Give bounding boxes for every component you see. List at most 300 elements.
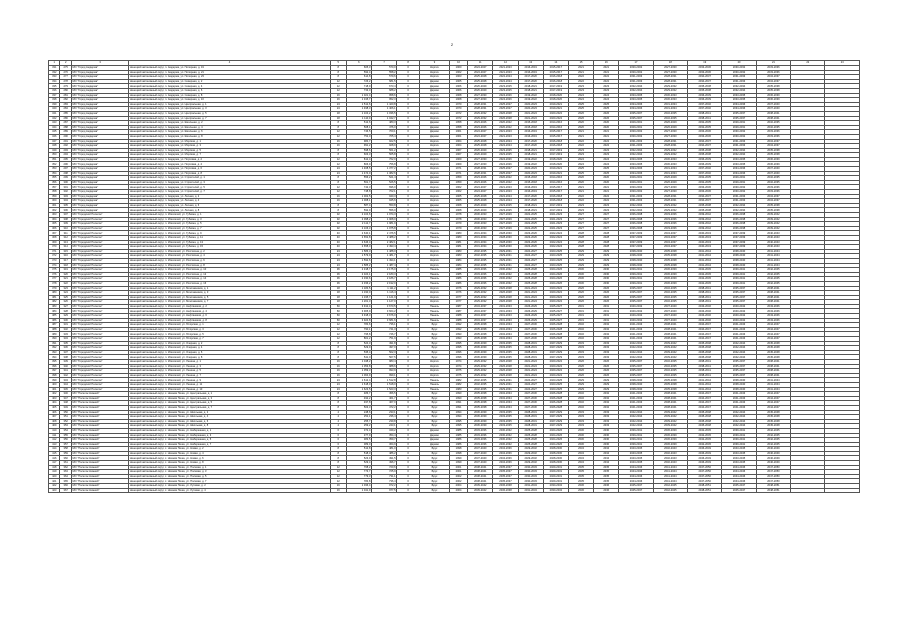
table-cell: 1 585,2 <box>346 263 371 268</box>
table-cell: 2036-2039 <box>653 272 687 277</box>
table-cell: 2030-2032 <box>493 268 518 273</box>
table-cell: 409 <box>49 424 60 429</box>
table-cell: 6 <box>330 433 346 438</box>
table-cell: 2033 <box>568 424 593 429</box>
table-cell: 491,8 <box>371 341 396 346</box>
table-cell: 2 318,7 <box>346 268 371 273</box>
table-cell: 2034-2037 <box>688 139 722 144</box>
table-cell: 411 <box>49 433 60 438</box>
table-cell: МО "Поселок Нижний" <box>71 488 128 493</box>
table-cell: 2036-2039 <box>756 157 790 162</box>
table-cell: Ненецкий автономный округ, с. Нижняя Пеша, ул. Набережная, д. 3 <box>129 433 331 438</box>
table-cell: 363 <box>60 470 71 475</box>
table-cell: 1 036,4 <box>346 484 371 489</box>
table-cell: 2034-2037 <box>756 75 790 80</box>
table-cell: 2041-2044 <box>756 382 790 387</box>
table-cell: 239,8 <box>371 419 396 424</box>
table-cell: 2021-2024 <box>518 291 543 296</box>
table-cell: 2038-2041 <box>756 295 790 300</box>
table-cell: 2027-2030 <box>653 70 687 75</box>
table-cell: Кирпич <box>420 157 450 162</box>
table-cell: МО "Городской Поселок" <box>71 327 128 332</box>
table-cell: 2017-2019 <box>543 84 568 89</box>
table-cell: 3 670,5 <box>371 304 396 309</box>
table-cell: МО "Городской Поселок" <box>71 346 128 351</box>
table-cell: 0 <box>397 360 420 365</box>
table-cell: 2033-2036 <box>688 185 722 190</box>
column-header: 18 <box>653 61 687 66</box>
table-cell: Панель <box>420 222 450 227</box>
table-cell: МО "Городской Поселок" <box>71 350 128 355</box>
table-cell: Ненецкий автономный округ, п. Амдерма, ул. Строителей, д. 7 <box>129 190 331 195</box>
table-cell: 2041-2043 <box>619 332 653 337</box>
table-cell: 2038-2041 <box>653 337 687 342</box>
table-cell: 334 <box>60 337 71 342</box>
table-cell: 16 <box>330 360 346 365</box>
table-cell: 352 <box>60 419 71 424</box>
table-cell: 2024-2026 <box>493 162 518 167</box>
table-cell: 416 <box>49 456 60 461</box>
table-cell: 2019-2022 <box>518 98 543 103</box>
table-cell: 2029-2032 <box>468 111 493 116</box>
table-cell: 2033-2036 <box>688 190 722 195</box>
table-cell: 2042-2045 <box>688 438 722 443</box>
table-cell: 2020-2022 <box>493 121 518 126</box>
table-cell: 3 905,9 <box>346 309 371 314</box>
table-cell: 2025-2028 <box>468 199 493 204</box>
table-cell: 2031-2033 <box>493 314 518 319</box>
table-cell: 344 <box>49 125 60 130</box>
table-cell: 2037-2039 <box>722 245 756 250</box>
table-cell: 336 <box>49 88 60 93</box>
table-cell: 2041-2044 <box>688 378 722 383</box>
table-cell: МО "Городской Поселок" <box>71 249 128 254</box>
table-cell: 2026 <box>594 116 619 121</box>
table-cell: 472,2 <box>371 405 396 410</box>
table-cell: 1968 <box>449 98 467 103</box>
table-cell: 2036-2039 <box>468 424 493 429</box>
table-cell: 2028 <box>594 235 619 240</box>
table-cell: 277 <box>60 75 71 80</box>
table-cell: 2045-2048 <box>688 341 722 346</box>
table-cell: Ненецкий автономный округ, п. Искателей, ул. Россихина, д. 4 <box>129 254 331 259</box>
table-cell: 325 <box>60 295 71 300</box>
table-cell: 304 <box>60 199 71 204</box>
table-cell: 2028-2030 <box>493 231 518 236</box>
table-cell: 2022-2024 <box>493 144 518 149</box>
table-cell: 2022 <box>594 194 619 199</box>
table-cell: Ненецкий автономный округ, п. Амдерма, ул. Центральная, д. 5 <box>129 111 331 116</box>
table-cell: 2023-2026 <box>468 176 493 181</box>
table-cell: 2020-2023 <box>518 107 543 112</box>
table-cell: 2022-2024 <box>543 245 568 250</box>
table-cell: 292 <box>60 144 71 149</box>
table-cell: Брус <box>420 461 450 466</box>
table-cell: 1970 <box>449 107 467 112</box>
table-cell: 2032 <box>568 396 593 401</box>
table-cell: 2040-2042 <box>619 318 653 323</box>
table-cell: 2038-2041 <box>468 474 493 479</box>
table-cell: 2034-2036 <box>619 102 653 107</box>
column-header: 9 <box>420 61 450 66</box>
table-cell: 1977 <box>449 300 467 305</box>
table-cell: 395 <box>49 360 60 365</box>
table-cell: 2020-2022 <box>493 176 518 181</box>
table-cell: 8 <box>330 208 346 213</box>
table-cell: 1961 <box>449 134 467 139</box>
table-cell: 2029 <box>594 378 619 383</box>
table-cell: 397 <box>49 369 60 374</box>
table-cell: 353 <box>49 167 60 172</box>
table-cell: 423 <box>49 488 60 493</box>
table-cell: 2 104,6 <box>346 213 371 218</box>
table-cell: 2035-2037 <box>619 369 653 374</box>
table-cell: 2036-2039 <box>653 438 687 443</box>
table-cell: 2045-2048 <box>756 355 790 360</box>
table-cell: 2037-2040 <box>756 171 790 176</box>
table-cell: Ненецкий автономный округ, п. Амдерма, ул. Северная, д. 2 <box>129 79 331 84</box>
table-cell: Ненецкий автономный округ, с. Нижняя Пеша, ул. Полевая, д. 3 <box>129 470 331 475</box>
table-cell: 1981 <box>449 240 467 245</box>
table-cell: Кирпич <box>420 194 450 199</box>
table-cell: 0 <box>397 125 420 130</box>
table-cell: 2033-2036 <box>468 281 493 286</box>
table-cell: 0 <box>397 134 420 139</box>
table-cell: Кирпич <box>420 167 450 172</box>
table-cell: 2024-2027 <box>468 134 493 139</box>
table-cell: 2023 <box>594 153 619 158</box>
table-cell: 2024-2027 <box>518 249 543 254</box>
table-cell: 556,2 <box>346 176 371 181</box>
table-cell: 2 106,3 <box>346 226 371 231</box>
table-cell: Ненецкий автономный округ, п. Амдерма, ул. Центральная, д. 7 <box>129 116 331 121</box>
table-cell: МО "Поселок Нижний" <box>71 438 128 443</box>
table-cell: 2026-2029 <box>468 203 493 208</box>
table-cell: Ненецкий автономный округ, п. Амдерма, ул. Северная, д. 6 <box>129 88 331 93</box>
table-cell: 8 <box>330 75 346 80</box>
table-cell: 36 <box>330 268 346 273</box>
table-cell: 2019-2022 <box>518 157 543 162</box>
table-cell: 0 <box>397 323 420 328</box>
table-cell: 1 021,4 <box>346 93 371 98</box>
table-cell: 2033-2036 <box>468 277 493 282</box>
table-cell: 993,9 <box>371 369 396 374</box>
table-cell: 12 <box>330 162 346 167</box>
table-cell: 2033-2036 <box>468 442 493 447</box>
table-cell: Брус <box>420 355 450 360</box>
table-cell: МО "Городской Поселок" <box>71 364 128 369</box>
table-cell: 2025-2028 <box>468 75 493 80</box>
table-cell: 2021-2024 <box>518 286 543 291</box>
table-cell: 363 <box>49 213 60 218</box>
table-cell: 294 <box>60 153 71 158</box>
table-cell: 346 <box>49 134 60 139</box>
table-cell: 2027 <box>568 222 593 227</box>
table-cell: 2037-2040 <box>688 167 722 172</box>
table-cell: 2029-2031 <box>543 465 568 470</box>
table-cell: 348 <box>60 401 71 406</box>
table-cell: МО "Город Амдерма" <box>71 70 128 75</box>
table-cell: 362 <box>60 465 71 470</box>
table-cell: 8 <box>330 447 346 452</box>
table-cell: 0 <box>397 116 420 121</box>
table-cell: 2022 <box>568 139 593 144</box>
table-cell: 2029-2032 <box>468 373 493 378</box>
table-cell: 2042-2044 <box>619 346 653 351</box>
table-cell: 2001 <box>449 470 467 475</box>
table-cell: МО "Городской Поселок" <box>71 231 128 236</box>
table-cell: 2028 <box>594 231 619 236</box>
table-cell: Кирпич <box>420 286 450 291</box>
table-cell: Ненецкий автономный округ, п. Искателей, ул. Россихина, д. 8 <box>129 263 331 268</box>
table-cell: Брус <box>420 392 450 397</box>
table-cell: 2041-2044 <box>688 258 722 263</box>
table-cell: 2030-2032 <box>722 70 756 75</box>
table-cell: 2034-2037 <box>756 139 790 144</box>
table-cell: 2022 <box>568 199 593 204</box>
table-cell: 1979 <box>449 222 467 227</box>
table-cell: 355 <box>60 433 71 438</box>
table-cell: 2040-2042 <box>619 314 653 319</box>
table-cell: 16 <box>330 194 346 199</box>
table-cell: МО "Поселок Нижний" <box>71 419 128 424</box>
table-cell: 2029-2031 <box>493 382 518 387</box>
column-header: 2 <box>60 61 71 66</box>
table-cell: 398 <box>49 373 60 378</box>
table-cell: 0 <box>397 369 420 374</box>
column-header: 13 <box>518 61 543 66</box>
table-cell: 310 <box>60 226 71 231</box>
table-cell: 2031-2034 <box>468 245 493 250</box>
table-cell: 2032-2034 <box>619 153 653 158</box>
table-cell: 2037-2039 <box>722 240 756 245</box>
table-cell: 2044-2047 <box>756 323 790 328</box>
table-cell: 2 640,1 <box>346 231 371 236</box>
table-cell: 2025 <box>568 102 593 107</box>
table-cell: МО "Городской Поселок" <box>71 222 128 227</box>
table-cell: 2023-2025 <box>543 382 568 387</box>
table-cell: 0 <box>397 226 420 231</box>
table-cell: 2032-2034 <box>619 148 653 153</box>
table-cell: 2 192,0 <box>371 281 396 286</box>
table-cell: 24 <box>330 254 346 259</box>
table-cell: 2032-2035 <box>653 286 687 291</box>
table-cell: 2027-2030 <box>653 185 687 190</box>
table-cell: 2016-2018 <box>543 144 568 149</box>
table-cell: 364,9 <box>371 442 396 447</box>
table-cell: МО "Поселок Нижний" <box>71 479 128 484</box>
table-cell: 2022-2024 <box>543 231 568 236</box>
table-cell: 4 <box>330 419 346 424</box>
table-cell: 2041-2044 <box>756 263 790 268</box>
table-cell: 1992 <box>449 323 467 328</box>
table-cell: 2031-2034 <box>653 107 687 112</box>
table-cell: 461,7 <box>371 396 396 401</box>
table-cell: Дерево <box>420 180 450 185</box>
table-cell: МО "Городской Поселок" <box>71 281 128 286</box>
table-cell: 2031 <box>594 318 619 323</box>
table-cell: 1 420,8 <box>371 102 396 107</box>
table-cell: 8 <box>330 180 346 185</box>
table-cell: 2042-2045 <box>756 442 790 447</box>
table-cell: 2015-2017 <box>543 134 568 139</box>
table-cell: 2023-2025 <box>543 387 568 392</box>
table-cell: 24 <box>330 258 346 263</box>
table-cell: Ненецкий автономный округ, с. Нижняя Пеша, ул. Набережная, д. 7 <box>129 442 331 447</box>
table-cell: 2033-2036 <box>468 433 493 438</box>
table-cell: Кирпич <box>420 75 450 80</box>
table-cell: 2034-2036 <box>493 447 518 452</box>
table-cell: 2036-2039 <box>468 355 493 360</box>
table-cell: 2042-2045 <box>756 268 790 273</box>
table-cell: 2038-2041 <box>756 360 790 365</box>
table-cell: 2031-2033 <box>493 309 518 314</box>
table-cell: 2043-2045 <box>722 447 756 452</box>
table-cell: 2032-2035 <box>688 180 722 185</box>
table-cell: 293 <box>60 148 71 153</box>
table-cell: 343 <box>49 121 60 126</box>
table-cell: Дерево <box>420 134 450 139</box>
table-cell: 382 <box>49 300 60 305</box>
table-cell: 1965 <box>449 194 467 199</box>
table-cell: 370 <box>49 245 60 250</box>
table-cell: 2027-2030 <box>653 190 687 195</box>
table-cell: 2039-2042 <box>653 424 687 429</box>
table-cell: 2038-2041 <box>688 111 722 116</box>
table-cell: 2017-2019 <box>543 153 568 158</box>
table-cell: 2035 <box>594 465 619 470</box>
table-cell: 2042-2045 <box>756 281 790 286</box>
table-cell: 333 <box>60 332 71 337</box>
table-cell: 1969 <box>449 162 467 167</box>
table-cell: 2038-2041 <box>653 392 687 397</box>
table-cell: 2029-2031 <box>493 254 518 259</box>
table-cell: 2041-2044 <box>756 249 790 254</box>
table-cell: 1994 <box>449 410 467 415</box>
table-cell: 337 <box>49 93 60 98</box>
table-cell: 360 <box>60 456 71 461</box>
table-cell: МО "Город Амдерма" <box>71 134 128 139</box>
table-cell: 0 <box>397 102 420 107</box>
table-cell: Кирпич <box>420 70 450 75</box>
table-cell: 2029 <box>594 382 619 387</box>
table-cell: 0 <box>397 185 420 190</box>
table-cell: 2027-2029 <box>493 213 518 218</box>
table-cell: 1974 <box>449 360 467 365</box>
table-cell: 2033-2035 <box>493 424 518 429</box>
table-cell: 2036-2038 <box>722 213 756 218</box>
table-cell: 2034 <box>568 451 593 456</box>
table-cell: 2022 <box>568 194 593 199</box>
table-cell: Брус <box>420 474 450 479</box>
table-cell: 2015-2017 <box>543 190 568 195</box>
table-cell: Ненецкий автономный округ, с. Нижняя Пеша, ул. Школьная, д. 2 <box>129 410 331 415</box>
table-cell: 2029-2032 <box>468 291 493 296</box>
table-cell: 1 406,1 <box>371 107 396 112</box>
table-cell: 2033-2036 <box>653 226 687 231</box>
table-cell: 2025-2028 <box>518 428 543 433</box>
table-cell: 2036-2039 <box>653 433 687 438</box>
table-cell: МО "Городской Поселок" <box>71 355 128 360</box>
table-cell: 0 <box>397 148 420 153</box>
table-cell: 2028-2031 <box>518 355 543 360</box>
table-cell: 282 <box>60 98 71 103</box>
table-cell: 314 <box>60 245 71 250</box>
table-cell: 2035-2038 <box>688 88 722 93</box>
table-cell: 2021-2023 <box>543 222 568 227</box>
table-cell: 2047-2050 <box>756 474 790 479</box>
table-cell: 2026-2028 <box>493 286 518 291</box>
table-cell: 60 <box>330 304 346 309</box>
table-cell: Ненецкий автономный округ, п. Амдерма, ул. Портовая, д. 8 <box>129 171 331 176</box>
table-cell: 972,2 <box>371 484 396 489</box>
table-cell: 2027-2029 <box>543 341 568 346</box>
table-cell: МО "Город Амдерма" <box>71 88 128 93</box>
table-cell: 696,0 <box>371 185 396 190</box>
table-cell: Брус <box>420 479 450 484</box>
table-cell: 1 523,3 <box>371 387 396 392</box>
table-cell: 2033-2035 <box>493 410 518 415</box>
table-cell: 2034-2036 <box>619 167 653 172</box>
table-cell: МО "Городской Поселок" <box>71 217 128 222</box>
table-cell: 2035-2037 <box>619 364 653 369</box>
table-cell: 2041-2043 <box>722 392 756 397</box>
table-cell: 2038-2041 <box>756 373 790 378</box>
table-cell: 1 002,5 <box>346 194 371 199</box>
table-cell: 2040-2042 <box>722 304 756 309</box>
table-cell: 0 <box>397 470 420 475</box>
table-cell: 2041-2043 <box>722 332 756 337</box>
table-cell: 12 <box>330 79 346 84</box>
table-cell: 2030-2033 <box>468 213 493 218</box>
table-cell: 2043-2045 <box>619 447 653 452</box>
table-cell: 2020-2022 <box>543 295 568 300</box>
table-cell: 2033-2035 <box>619 157 653 162</box>
table-cell: 2029-2031 <box>543 479 568 484</box>
table-cell: 335 <box>60 341 71 346</box>
table-cell: 365 <box>49 222 60 227</box>
table-cell: 2020-2022 <box>543 111 568 116</box>
table-cell: 2029-2032 <box>468 116 493 121</box>
table-cell: 2042-2045 <box>756 428 790 433</box>
table-cell: Ненецкий автономный округ, п. Искателей, ул. Нефтяников, д. 6 <box>129 314 331 319</box>
table-cell: 2033 <box>568 415 593 420</box>
table-cell: 2023-2025 <box>543 378 568 383</box>
table-cell: 2032 <box>568 327 593 332</box>
table-cell: 2038-2041 <box>756 300 790 305</box>
table-cell: 2031-2033 <box>722 144 756 149</box>
table-cell: 344 <box>60 382 71 387</box>
table-cell: МО "Город Амдерма" <box>71 93 128 98</box>
table-cell: МО "Поселок Нижний" <box>71 410 128 415</box>
table-cell: МО "Городской Поселок" <box>71 341 128 346</box>
table-cell: 1 468,5 <box>346 167 371 172</box>
table-cell: 2033 <box>594 341 619 346</box>
table-cell: 2032 <box>568 332 593 337</box>
table-cell: 377 <box>49 277 60 282</box>
table-cell: 2028 <box>568 240 593 245</box>
table-cell: 233,1 <box>371 410 396 415</box>
table-cell: Ненецкий автономный округ, с. Нижняя Пеша, ул. Полевая, д. 7 <box>129 479 331 484</box>
table-cell: 404 <box>49 401 60 406</box>
table-cell: 332 <box>60 327 71 332</box>
table-cell: 2030-2033 <box>468 217 493 222</box>
table-cell: Ненецкий автономный округ, с. Нижняя Пеша, ул. Набережная, д. 5 <box>129 438 331 443</box>
table-cell: 2022-2024 <box>493 75 518 80</box>
table-cell: 2035 <box>594 474 619 479</box>
table-cell: 2016-2019 <box>518 70 543 75</box>
table-cell: 2028-2031 <box>518 419 543 424</box>
